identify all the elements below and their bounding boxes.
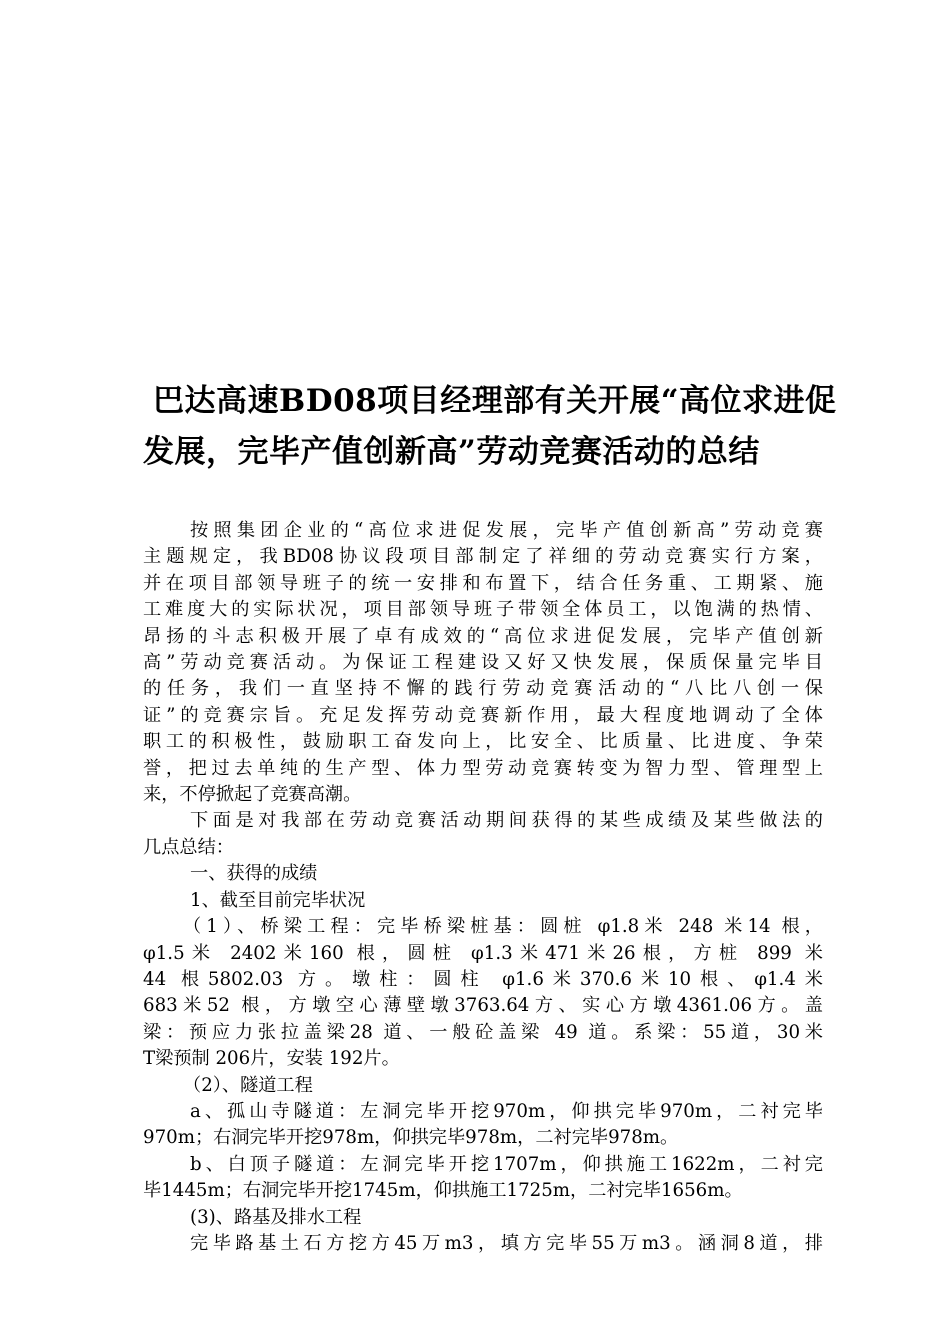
paragraph-line: 高”劳动竞赛活动。为保证工程建设又好又快发展，保质保量完毕目 bbox=[143, 652, 823, 674]
paragraph-line: 职工的积极性，鼓励职工奋发向上，比安全、比质量、比进度、争荣 bbox=[143, 731, 823, 753]
paragraph-line: 来，不停掀起了竞赛高潮。 bbox=[143, 784, 362, 806]
paragraph-line: 44 根5802.03 方。墩柱：圆柱 φ1.6米370.6米10根、φ1.4米 bbox=[143, 968, 823, 990]
document-body bbox=[143, 518, 823, 1257]
paragraph-line: b、白顶子隧道：左洞完毕开挖1707m，仰拱施工1622m，二衬完 bbox=[190, 1153, 823, 1175]
subsection-heading: （2）、隧道工程 bbox=[183, 1074, 313, 1096]
paragraph-line: φ1.5米 2402米160 根，圆桩 φ1.3米471米26根，方桩 899 米 bbox=[143, 942, 823, 964]
paragraph-line: 并在项目部领导班子的统一安排和布置下，结合任务重、工期紧、施 bbox=[143, 572, 823, 594]
subsection-heading: 1、截至目前完毕状况 bbox=[190, 889, 366, 911]
paragraph-line: 主题规定，我BD08协议段项目部制定了祥细的劳动竞赛实行方案， bbox=[143, 546, 823, 568]
paragraph-line: 证”的竞赛宗旨。充足发挥劳动竞赛新作用，最大程度地调动了全体 bbox=[143, 704, 823, 726]
document-title bbox=[143, 376, 837, 478]
paragraph-line: T梁预制 206片，安装 192片。 bbox=[143, 1048, 400, 1070]
paragraph-line: 完毕路基土石方挖方45万m3，填方完毕55万m3。涵洞8道，排 bbox=[190, 1232, 823, 1254]
paragraph-line: 按照集团企业的“高位求进促发展，完毕产值创新高”劳动竞赛 bbox=[190, 520, 823, 541]
paragraph-line: 昂扬的斗志积极开展了卓有成效的“高位求进促发展，完毕产值创新 bbox=[143, 625, 823, 647]
subsection-heading: (3)、路基及排水工程 bbox=[190, 1206, 362, 1228]
paragraph-line: 誉，把过去单纯的生产型、体力型劳动竞赛转变为智力型、管理型上 bbox=[143, 757, 823, 779]
paragraph-line: 几点总结： bbox=[143, 836, 234, 858]
title-line: 巴达高速BD08项目经理部有关开展“高位求进促 bbox=[153, 383, 837, 419]
paragraph-line: a、孤山寺隧道：左洞完毕开挖970m，仰拱完毕970m，二衬完毕 bbox=[190, 1100, 823, 1122]
paragraph-line: 工难度大的实际状况，项目部领导班子带领全体员工，以饱满的热情、 bbox=[143, 599, 823, 621]
paragraph-line: 下面是对我部在劳动竞赛活动期间获得的某些成绩及某些做法的 bbox=[190, 810, 823, 832]
paragraph-line: 梁：预应力张拉盖梁28 道、一般砼盖梁 49 道。系梁：55道，30米 bbox=[143, 1021, 823, 1043]
paragraph-line: 970m；右洞完毕开挖978m，仰拱完毕978m，二衬完毕978m。 bbox=[143, 1127, 679, 1149]
section-heading: 一、获得的成绩 bbox=[190, 863, 318, 885]
paragraph-line: 683米52 根，方墩空心薄壁墩3763.64方、实心方墩4361.06方。盖 bbox=[143, 995, 823, 1017]
paragraph-line: 毕1445m；右洞完毕开挖1745m，仰拱施工1725m，二衬完毕1656m。 bbox=[143, 1180, 743, 1202]
paragraph-line: （1）、桥梁工程：完毕桥梁桩基：圆桩 φ1.8米 248 米14 根， bbox=[183, 916, 823, 938]
title-line: 发展，完毕产值创新高”劳动竞赛活动的总结 bbox=[143, 434, 760, 470]
paragraph-line: 的任务，我们一直坚持不懈的践行劳动竞赛活动的“八比八创一保 bbox=[143, 678, 823, 700]
